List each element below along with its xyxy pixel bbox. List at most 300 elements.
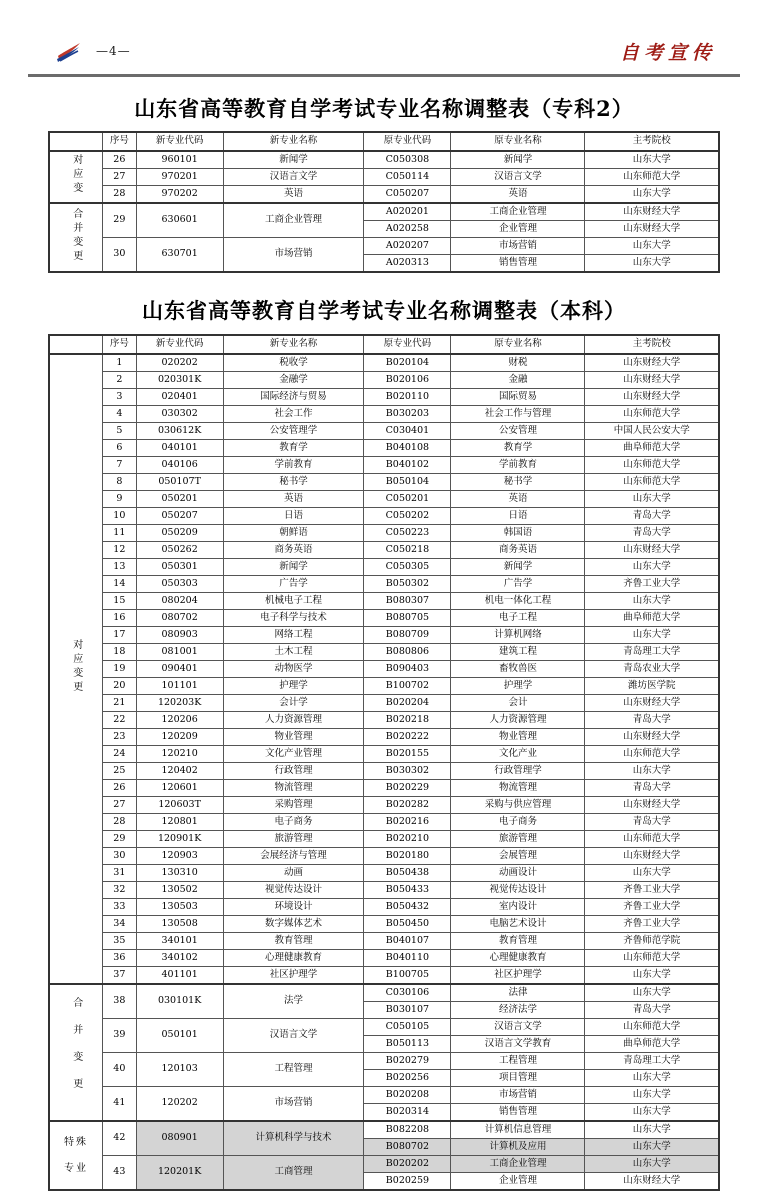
cell-new-code: 130310 [136,865,223,882]
cell-old-code: B090403 [364,661,451,678]
cell-new-name: 市场营销 [223,238,364,273]
cell-school: 曲阜师范大学 [585,440,719,457]
table-row [49,729,719,746]
cell-old-name: 韩国语 [451,525,585,542]
cell-old-name: 秘书学 [451,474,585,491]
cell-new-code: 120202 [136,1087,223,1122]
cell-old-name: 行政管理学 [451,763,585,780]
cell-new-code: 120103 [136,1053,223,1087]
cell-new-code: 120603T [136,797,223,814]
cell-no: 32 [103,882,137,899]
cell-no: 14 [103,576,137,593]
cell-old-code: B020282 [364,797,451,814]
cell-new-name: 市场营销 [223,1087,364,1122]
cell-no: 13 [103,559,137,576]
cell-old-name: 机电一体化工程 [451,593,585,610]
cell-new-code: 030101K [136,984,223,1019]
cell-no: 15 [103,593,137,610]
cell-no: 4 [103,406,137,423]
cell-no: 20 [103,678,137,695]
cell-old-name: 财税 [451,354,585,372]
cell-no: 17 [103,627,137,644]
cell-no: 30 [103,848,137,865]
cell-new-name: 新闻学 [223,559,364,576]
cell-old-code: B020110 [364,389,451,406]
header-divider [28,74,740,77]
cell-old-name: 英语 [451,186,585,204]
cell-school: 青岛农业大学 [585,661,719,678]
cell-new-name: 教育管理 [223,933,364,950]
cell-school: 山东财经大学 [585,221,719,238]
cell-no: 6 [103,440,137,457]
header-blank-corner [49,132,103,151]
cell-new-name: 税收学 [223,354,364,372]
cell-new-code: 050207 [136,508,223,525]
cell-old-code: A020207 [364,238,451,255]
cell-new-name: 电子商务 [223,814,364,831]
cell-new-name: 学前教育 [223,457,364,474]
group-label-1: 对应变 [49,151,103,203]
cell-school: 山东大学 [585,763,719,780]
cell-old-code: B082208 [364,1121,451,1139]
cell-school: 山东大学 [585,1121,719,1139]
table-row [49,814,719,831]
cell-old-name: 会展管理 [451,848,585,865]
cell-school: 山东师范大学 [585,950,719,967]
cell-new-name: 公安管理学 [223,423,364,440]
cell-new-code: 090401 [136,661,223,678]
cell-school: 齐鲁工业大学 [585,916,719,933]
cell-new-code: 080204 [136,593,223,610]
cell-new-code: 050262 [136,542,223,559]
table-row [49,882,719,899]
document-page [0,38,768,1186]
cell-old-name: 日语 [451,508,585,525]
cell-no: 7 [103,457,137,474]
cell-new-name: 教育学 [223,440,364,457]
cell-new-name: 日语 [223,508,364,525]
cell-new-code: 050209 [136,525,223,542]
cell-old-name: 计算机信息管理 [451,1121,585,1139]
table-row [49,661,719,678]
cell-new-code: 030302 [136,406,223,423]
table-row [49,950,719,967]
cell-new-name: 广告学 [223,576,364,593]
cell-new-code: 340102 [136,950,223,967]
cell-no: 10 [103,508,137,525]
cell-school: 山东财经大学 [585,354,719,372]
cell-old-name: 企业管理 [451,1173,585,1191]
cell-old-name: 销售管理 [451,255,585,273]
cell-old-name: 电脑艺术设计 [451,916,585,933]
table-row [49,576,719,593]
cell-school: 山东财经大学 [585,372,719,389]
cell-old-code: B040110 [364,950,451,967]
table-row [49,610,719,627]
cell-new-name: 工程管理 [223,1053,364,1087]
cell-old-name: 市场营销 [451,1087,585,1104]
table-row [49,644,719,661]
table-row [49,151,719,169]
cell-new-name: 英语 [223,186,364,204]
table-row [49,491,719,508]
cell-no: 27 [103,797,137,814]
cell-old-code: C050218 [364,542,451,559]
table-row [49,831,719,848]
table-row [49,865,719,882]
table-row [49,1156,719,1173]
cell-new-name: 汉语言文学 [223,169,364,186]
cell-new-code: 080903 [136,627,223,644]
cell-old-name: 金融 [451,372,585,389]
cell-old-name: 物流管理 [451,780,585,797]
cell-old-code: B080806 [364,644,451,661]
cell-school: 山东大学 [585,186,719,204]
cell-no: 29 [103,831,137,848]
cell-old-code: C050114 [364,169,451,186]
cell-old-name: 汉语言文学 [451,1019,585,1036]
cell-old-name: 社区护理学 [451,967,585,985]
cell-school: 青岛大学 [585,508,719,525]
cell-new-name: 数字媒体艺术 [223,916,364,933]
cell-old-code: B080709 [364,627,451,644]
cell-new-name: 护理学 [223,678,364,695]
cell-old-name: 建筑工程 [451,644,585,661]
cell-old-name: 市场营销 [451,238,585,255]
cell-school: 齐鲁师范学院 [585,933,719,950]
cell-new-code: 120903 [136,848,223,865]
cell-school: 山东财经大学 [585,848,719,865]
cell-new-name: 汉语言文学 [223,1019,364,1053]
cell-old-code: B050433 [364,882,451,899]
cell-new-code: 050101 [136,1019,223,1053]
header-blank-corner [49,335,103,354]
cell-no: 1 [103,354,137,372]
cell-no: 41 [103,1087,137,1122]
cell-new-name: 视觉传达设计 [223,882,364,899]
cell-old-name: 新闻学 [451,151,585,169]
cell-school: 山东师范大学 [585,746,719,763]
cell-new-name: 会展经济与管理 [223,848,364,865]
cell-old-code: C050201 [364,491,451,508]
cell-old-name: 旅游管理 [451,831,585,848]
cell-new-name: 金融学 [223,372,364,389]
table-row [49,423,719,440]
cell-school: 青岛大学 [585,525,719,542]
cell-old-code: B100702 [364,678,451,695]
cell-old-name: 国际贸易 [451,389,585,406]
cell-school: 山东财经大学 [585,1173,719,1191]
cell-new-name: 国际经济与贸易 [223,389,364,406]
cell-old-code: C050202 [364,508,451,525]
cell-new-code: 960101 [136,151,223,169]
cell-old-code: B050450 [364,916,451,933]
cell-no: 43 [103,1156,137,1191]
cell-new-code: 040101 [136,440,223,457]
cell-new-code: 120801 [136,814,223,831]
cell-school: 山东大学 [585,491,719,508]
cell-old-name: 动画设计 [451,865,585,882]
header-new-name: 新专业名称 [223,335,364,354]
cell-school: 青岛理工大学 [585,1053,719,1070]
cell-old-code: B100705 [364,967,451,985]
cell-school: 山东财经大学 [585,695,719,712]
table-row [49,848,719,865]
cell-new-name: 社区护理学 [223,967,364,985]
cell-school: 潍坊医学院 [585,678,719,695]
cell-old-code: B030203 [364,406,451,423]
cell-old-name: 新闻学 [451,559,585,576]
cell-new-name: 计算机科学与技术 [223,1121,364,1156]
table-row [49,746,719,763]
cell-old-code: B020218 [364,712,451,729]
cell-school: 青岛大学 [585,780,719,797]
zhuanke-table [48,131,720,273]
cell-old-code: C050207 [364,186,451,204]
cell-old-name: 销售管理 [451,1104,585,1122]
cell-new-code: 050303 [136,576,223,593]
cell-old-name: 学前教育 [451,457,585,474]
zhuanke-table-body [49,151,719,272]
cell-old-code: B020104 [364,354,451,372]
cell-no: 2 [103,372,137,389]
cell-school: 山东财经大学 [585,203,719,221]
cell-school: 山东大学 [585,1087,719,1104]
sdzk-logo-icon [56,40,82,64]
cell-new-name: 会计学 [223,695,364,712]
cell-school: 山东师范大学 [585,474,719,491]
cell-old-name: 计算机及应用 [451,1139,585,1156]
cell-school: 齐鲁工业大学 [585,899,719,916]
cell-new-code: 050301 [136,559,223,576]
cell-new-code: 020301K [136,372,223,389]
cell-old-name: 教育学 [451,440,585,457]
cell-no: 23 [103,729,137,746]
cell-new-code: 340101 [136,933,223,950]
cell-old-code: A020313 [364,255,451,273]
cell-old-code: B020204 [364,695,451,712]
cell-school: 青岛大学 [585,1002,719,1019]
publication-brand: 自考宣传 [619,42,716,64]
table-row [49,203,719,221]
cell-new-name: 物业管理 [223,729,364,746]
header-new-code: 新专业代码 [136,132,223,151]
cell-old-code: C050308 [364,151,451,169]
benke-table-head [49,335,719,354]
table-row [49,406,719,423]
cell-old-code: B020222 [364,729,451,746]
cell-old-code: B020155 [364,746,451,763]
table-row [49,474,719,491]
table-row [49,627,719,644]
cell-no: 26 [103,780,137,797]
cell-new-code: 120210 [136,746,223,763]
cell-old-code: B020279 [364,1053,451,1070]
table-row [49,1121,719,1139]
cell-new-code: 130502 [136,882,223,899]
cell-new-code: 020202 [136,354,223,372]
cell-old-code: C050223 [364,525,451,542]
cell-new-code: 120203K [136,695,223,712]
cell-new-name: 法学 [223,984,364,1019]
cell-new-name: 行政管理 [223,763,364,780]
running-header [28,38,740,72]
cell-new-code: 630701 [136,238,223,273]
cell-old-code: C050105 [364,1019,451,1036]
table-row [49,933,719,950]
header-old-name: 原专业名称 [451,132,585,151]
cell-school: 中国人民公安大学 [585,423,719,440]
header-no: 序号 [103,132,137,151]
cell-new-code: 080901 [136,1121,223,1156]
benke-table-title: 山东省高等教育自学考试专业名称调整表（本科） [142,298,626,323]
cell-school: 山东师范大学 [585,831,719,848]
benke-table-wrap [0,334,768,1191]
cell-old-name: 英语 [451,491,585,508]
cell-no: 35 [103,933,137,950]
cell-old-name: 企业管理 [451,221,585,238]
cell-no: 30 [103,238,137,273]
cell-new-name: 动画 [223,865,364,882]
cell-school: 青岛理工大学 [585,644,719,661]
cell-old-code: B020180 [364,848,451,865]
table-row [49,712,719,729]
cell-no: 29 [103,203,137,238]
cell-old-name: 工商企业管理 [451,203,585,221]
cell-old-code: B050113 [364,1036,451,1053]
cell-old-name: 物业管理 [451,729,585,746]
group-label-3: 特殊 专业 [49,1121,103,1190]
cell-old-name: 计算机网络 [451,627,585,644]
cell-new-name: 社会工作 [223,406,364,423]
cell-new-code: 120209 [136,729,223,746]
benke-table [48,334,720,1191]
cell-no: 34 [103,916,137,933]
cell-no: 9 [103,491,137,508]
cell-school: 山东大学 [585,1156,719,1173]
cell-old-code: C050305 [364,559,451,576]
cell-school: 山东财经大学 [585,389,719,406]
table-row [49,354,719,372]
cell-new-name: 采购管理 [223,797,364,814]
cell-old-code: B020210 [364,831,451,848]
cell-old-code: B020259 [364,1173,451,1191]
cell-old-code: B020314 [364,1104,451,1122]
header-school: 主考院校 [585,132,719,151]
cell-old-code: B080307 [364,593,451,610]
table-row [49,389,719,406]
cell-old-code: B020256 [364,1070,451,1087]
group-label-1: 对应变更 [49,354,103,984]
cell-school: 山东师范大学 [585,1019,719,1036]
group-label-2: 合并变更 [49,203,103,272]
table-row [49,967,719,985]
table-row [49,763,719,780]
cell-old-name: 社会工作与管理 [451,406,585,423]
cell-school: 山东大学 [585,593,719,610]
cell-old-code: A020201 [364,203,451,221]
cell-old-name: 采购与供应管理 [451,797,585,814]
cell-new-code: 050201 [136,491,223,508]
table-row [49,695,719,712]
cell-old-name: 会计 [451,695,585,712]
cell-school: 山东财经大学 [585,542,719,559]
cell-old-name: 文化产业 [451,746,585,763]
table-row [49,916,719,933]
group-label-2: 合并变更 [49,984,103,1121]
cell-no: 18 [103,644,137,661]
cell-no: 12 [103,542,137,559]
cell-new-code: 120402 [136,763,223,780]
header-no: 序号 [103,335,137,354]
header-school: 主考院校 [585,335,719,354]
cell-no: 5 [103,423,137,440]
cell-new-code: 130503 [136,899,223,916]
table-row [49,169,719,186]
cell-no: 37 [103,967,137,985]
cell-school: 山东财经大学 [585,797,719,814]
cell-school: 齐鲁工业大学 [585,576,719,593]
cell-new-code: 130508 [136,916,223,933]
cell-new-code: 020401 [136,389,223,406]
cell-new-name: 商务英语 [223,542,364,559]
table-row [49,542,719,559]
cell-school: 山东大学 [585,559,719,576]
cell-school: 山东师范大学 [585,457,719,474]
cell-school: 山东大学 [585,238,719,255]
cell-old-name: 经济法学 [451,1002,585,1019]
cell-school: 山东大学 [585,865,719,882]
header-new-code: 新专业代码 [136,335,223,354]
cell-old-code: B020208 [364,1087,451,1104]
cell-school: 山东大学 [585,1104,719,1122]
cell-new-name: 机械电子工程 [223,593,364,610]
cell-new-code: 030612K [136,423,223,440]
cell-new-name: 工商管理 [223,1156,364,1191]
cell-old-code: C030106 [364,984,451,1002]
cell-school: 山东大学 [585,984,719,1002]
cell-new-code: 081001 [136,644,223,661]
table-row [49,238,719,255]
cell-old-code: B030302 [364,763,451,780]
cell-school: 山东大学 [585,255,719,273]
cell-old-code: B080705 [364,610,451,627]
cell-school: 山东师范大学 [585,169,719,186]
page-number: —4— [96,44,131,58]
cell-old-code: B080702 [364,1139,451,1156]
cell-old-code: B030107 [364,1002,451,1019]
cell-old-name: 商务英语 [451,542,585,559]
cell-no: 19 [103,661,137,678]
cell-old-name: 项目管理 [451,1070,585,1087]
benke-table-body [49,354,719,1190]
cell-new-code: 120601 [136,780,223,797]
cell-school: 曲阜师范大学 [585,1036,719,1053]
cell-no: 25 [103,763,137,780]
cell-new-code: 970202 [136,186,223,204]
cell-old-name: 汉语言文学教育 [451,1036,585,1053]
table-row [49,593,719,610]
cell-new-name: 旅游管理 [223,831,364,848]
cell-old-code: B050432 [364,899,451,916]
cell-no: 3 [103,389,137,406]
cell-old-name: 人力资源管理 [451,712,585,729]
cell-old-name: 法律 [451,984,585,1002]
cell-old-name: 心理健康教育 [451,950,585,967]
cell-no: 39 [103,1019,137,1053]
cell-new-name: 网络工程 [223,627,364,644]
cell-new-name: 秘书学 [223,474,364,491]
